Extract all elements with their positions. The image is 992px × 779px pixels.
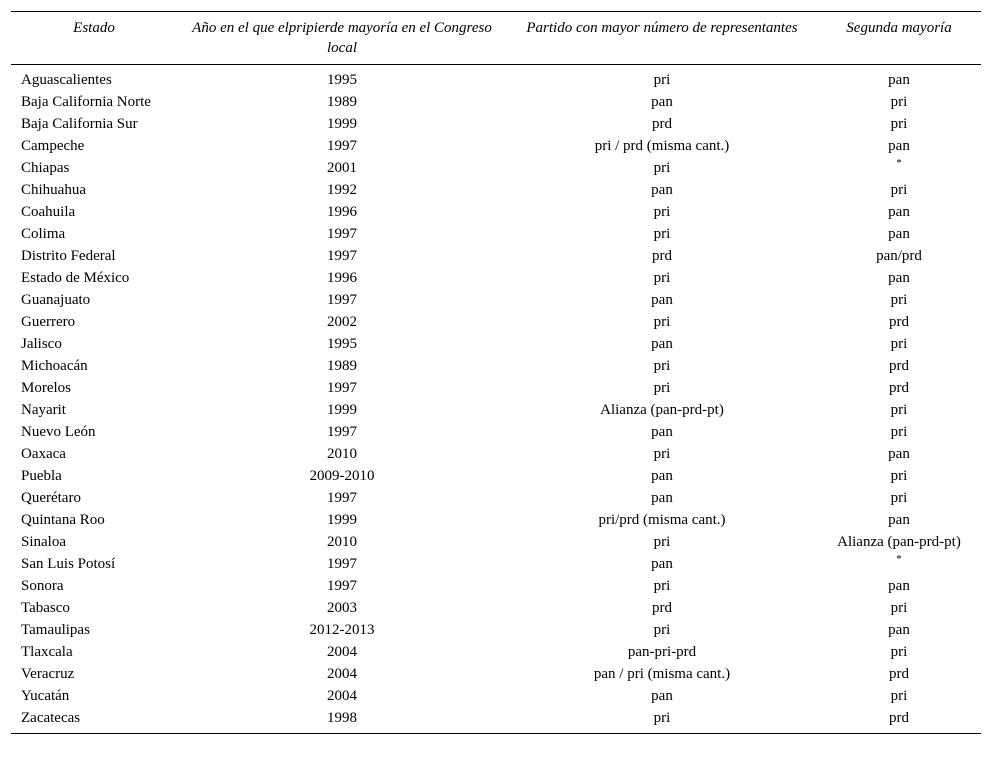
cell-anio-text: 1997: [327, 226, 357, 242]
cell-segunda: [817, 377, 981, 399]
cell-segunda-text: pri: [890, 688, 908, 704]
cell-partido-text: pan: [651, 490, 673, 506]
header-row: [11, 12, 981, 65]
cell-anio-text: 1992: [327, 182, 357, 198]
cell-partido-text: pri: [653, 710, 671, 726]
table-row: [11, 531, 981, 553]
cell-partido: [507, 553, 817, 575]
cell-segunda-text: pan: [888, 622, 910, 638]
cell-anio-text: 1998: [327, 710, 357, 726]
cell-estado: [11, 289, 177, 311]
cell-segunda: [817, 65, 981, 92]
cell-segunda-text: pri: [890, 402, 908, 418]
cell-segunda-text: prd: [889, 710, 909, 726]
cell-anio: [177, 223, 507, 245]
header-partido: Partido con mayor número de representantes: [507, 12, 817, 65]
cell-estado-text: Veracruz: [21, 666, 75, 682]
cell-partido: [507, 685, 817, 707]
cell-anio-text: 1999: [327, 402, 357, 418]
cell-estado: [11, 399, 177, 421]
cell-segunda: [817, 223, 981, 245]
cell-anio-text: 1995: [327, 72, 357, 88]
cell-partido-text: pri: [653, 160, 671, 176]
cell-segunda-text: pri: [890, 292, 908, 308]
cell-anio: [177, 597, 507, 619]
cell-anio: [177, 641, 507, 663]
cell-segunda-text: pan: [888, 446, 910, 462]
table-row: [11, 553, 981, 575]
cell-segunda-text: pri: [890, 644, 908, 660]
header-estado: Estado: [11, 12, 177, 65]
cell-estado: [11, 465, 177, 487]
table-row: [11, 113, 981, 135]
cell-segunda: [817, 399, 981, 421]
cell-segunda: [817, 641, 981, 663]
cell-segunda: [817, 619, 981, 641]
cell-partido: [507, 223, 817, 245]
cell-partido: [507, 443, 817, 465]
cell-anio: [177, 311, 507, 333]
cell-anio-text: 2002: [327, 314, 357, 330]
cell-anio: [177, 267, 507, 289]
table-row: [11, 421, 981, 443]
cell-partido-text: pan: [651, 182, 673, 198]
table-row: [11, 619, 981, 641]
header-anio: Año en el que elpripierde mayoría en el Congreso local: [177, 12, 507, 65]
cell-segunda: [817, 421, 981, 443]
cell-segunda-text: pri: [890, 182, 908, 198]
cell-anio-text: 1997: [327, 556, 357, 572]
cell-estado-text: Morelos: [21, 380, 71, 396]
cell-anio-text: 1996: [327, 270, 357, 286]
cell-estado-text: Chiapas: [21, 160, 70, 176]
cell-anio: [177, 421, 507, 443]
cell-anio-text: 2004: [327, 644, 357, 660]
cell-estado-text: Baja California Sur: [21, 116, 138, 132]
cell-segunda: [817, 663, 981, 685]
cell-partido: [507, 355, 817, 377]
cell-anio-text: 1997: [327, 138, 357, 154]
cell-segunda-text: Alianza (pan-prd-pt): [837, 534, 961, 550]
table-row: [11, 245, 981, 267]
table-row: [11, 267, 981, 289]
cell-partido-text: pri: [653, 358, 671, 374]
cell-anio-text: 1989: [327, 94, 357, 110]
cell-anio: [177, 355, 507, 377]
cell-anio-text: 1997: [327, 490, 357, 506]
cell-estado-text: Chihuahua: [21, 182, 86, 198]
cell-partido: [507, 179, 817, 201]
cell-estado-text: Aguascalientes: [21, 72, 112, 88]
cell-segunda: [817, 267, 981, 289]
table-row: [11, 289, 981, 311]
cell-estado-text: Estado de México: [21, 270, 130, 286]
cell-anio: [177, 333, 507, 355]
cell-segunda-text: pri: [890, 600, 908, 616]
header-segunda: Segunda mayoría: [817, 12, 981, 65]
cell-anio: [177, 91, 507, 113]
cell-estado: [11, 443, 177, 465]
cell-estado-text: Yucatán: [21, 688, 70, 704]
cell-anio: [177, 179, 507, 201]
cell-anio: [177, 157, 507, 179]
cell-estado-text: Michoacán: [21, 358, 88, 374]
cell-partido-text: pri: [653, 314, 671, 330]
cell-estado: [11, 663, 177, 685]
cell-estado-text: San Luis Potosí: [21, 556, 116, 572]
cell-estado-text: Nuevo León: [21, 424, 96, 440]
cell-estado-text: Tamaulipas: [21, 622, 90, 638]
cell-estado: [11, 179, 177, 201]
cell-anio: [177, 65, 507, 92]
cell-partido: [507, 245, 817, 267]
cell-segunda-text: prd: [889, 358, 909, 374]
cell-partido-text: prd: [652, 116, 672, 132]
cell-estado: [11, 509, 177, 531]
cell-segunda-text: pan/prd: [876, 248, 922, 264]
cell-segunda-text: pan: [888, 72, 910, 88]
table-row: [11, 465, 981, 487]
cell-anio: [177, 465, 507, 487]
cell-estado-text: Sonora: [21, 578, 64, 594]
table-row: [11, 685, 981, 707]
cell-anio: [177, 619, 507, 641]
cell-partido: [507, 157, 817, 179]
cell-segunda: [817, 245, 981, 267]
table-container: [11, 11, 981, 734]
table-row: [11, 707, 981, 734]
cell-segunda: [817, 597, 981, 619]
cell-partido: [507, 641, 817, 663]
cell-anio: [177, 707, 507, 734]
cell-partido-text: pri: [653, 578, 671, 594]
cell-segunda: [817, 443, 981, 465]
cell-segunda-text: prd: [889, 666, 909, 682]
cell-anio: [177, 377, 507, 399]
cell-anio: [177, 685, 507, 707]
cell-estado: [11, 685, 177, 707]
cell-anio: [177, 399, 507, 421]
table-row: [11, 399, 981, 421]
cell-partido: [507, 201, 817, 223]
cell-estado-text: Tabasco: [21, 600, 70, 616]
cell-segunda-text: pri: [890, 336, 908, 352]
cell-segunda-text: pri: [890, 94, 908, 110]
cell-partido-text: pan: [651, 424, 673, 440]
cell-estado-text: Baja California Norte: [21, 94, 151, 110]
cell-partido-text: pri: [653, 72, 671, 88]
cell-estado: [11, 355, 177, 377]
cell-estado-text: Campeche: [21, 138, 85, 154]
cell-estado-text: Jalisco: [21, 336, 62, 352]
cell-estado-text: Guerrero: [21, 314, 76, 330]
cell-estado: [11, 113, 177, 135]
cell-segunda: [817, 531, 981, 553]
table-row: [11, 443, 981, 465]
cell-partido: [507, 487, 817, 509]
cell-estado: [11, 201, 177, 223]
cell-partido-text: pri: [653, 622, 671, 638]
cell-anio: [177, 531, 507, 553]
cell-estado-text: Tlaxcala: [21, 644, 73, 660]
cell-partido: [507, 113, 817, 135]
cell-segunda: [817, 575, 981, 597]
cell-estado: [11, 377, 177, 399]
cell-partido-text: pri: [653, 270, 671, 286]
cell-estado-text: Nayarit: [21, 402, 66, 418]
cell-partido-text: pan: [651, 556, 673, 572]
cell-segunda-text: pri: [890, 424, 908, 440]
cell-anio-text: 1996: [327, 204, 357, 220]
table-header: [11, 12, 981, 65]
table-row: [11, 355, 981, 377]
cell-anio-text: 2010: [327, 534, 357, 550]
cell-estado: [11, 487, 177, 509]
cell-segunda: *: [896, 553, 902, 565]
cell-anio-text: 2010: [327, 446, 357, 462]
cell-estado-text: Sinaloa: [21, 534, 66, 550]
cell-segunda: [817, 487, 981, 509]
cell-anio-text: 1999: [327, 116, 357, 132]
cell-anio: [177, 289, 507, 311]
cell-estado: [11, 575, 177, 597]
cell-estado: [11, 135, 177, 157]
table-row: [11, 663, 981, 685]
cell-estado: [11, 597, 177, 619]
cell-anio: [177, 663, 507, 685]
cell-segunda: [817, 707, 981, 734]
cell-segunda-text: pan: [888, 204, 910, 220]
cell-partido: [507, 421, 817, 443]
cell-anio-text: 1989: [327, 358, 357, 374]
cell-anio: [177, 135, 507, 157]
table-row: [11, 333, 981, 355]
cell-partido: [507, 465, 817, 487]
cell-estado: [11, 553, 177, 575]
cell-partido-text: pri: [653, 204, 671, 220]
cell-anio-text: 2009-2010: [309, 468, 375, 484]
cell-segunda-text: pan: [888, 270, 910, 286]
cell-estado-text: Oaxaca: [21, 446, 66, 462]
cell-partido-text: pri: [653, 446, 671, 462]
cell-partido-text: pan-pri-prd: [627, 644, 697, 660]
cell-segunda-text: prd: [889, 314, 909, 330]
table-row: [11, 91, 981, 113]
table-row: [11, 157, 981, 179]
cell-anio-text: 1997: [327, 424, 357, 440]
table-body: [11, 65, 981, 734]
cell-segunda-text: pri: [890, 490, 908, 506]
cell-segunda: [817, 509, 981, 531]
cell-segunda: [817, 91, 981, 113]
cell-estado-text: Guanajuato: [21, 292, 91, 308]
cell-segunda-text: prd: [889, 380, 909, 396]
cell-segunda: [817, 311, 981, 333]
cell-estado-text: Puebla: [21, 468, 62, 484]
table-row: [11, 487, 981, 509]
cell-estado: [11, 223, 177, 245]
cell-anio-text: 1997: [327, 292, 357, 308]
cell-segunda: [817, 179, 981, 201]
cell-partido: [507, 333, 817, 355]
cell-partido-text: pri: [653, 534, 671, 550]
cell-segunda: [817, 201, 981, 223]
cell-partido: [507, 65, 817, 92]
cell-partido-text: prd: [652, 248, 672, 264]
congress-majority-table: [11, 11, 981, 734]
cell-anio-text: 2004: [327, 666, 357, 682]
cell-estado: [11, 311, 177, 333]
cell-estado-text: Querétaro: [21, 490, 81, 506]
cell-partido: [507, 509, 817, 531]
cell-estado: [11, 619, 177, 641]
cell-anio-text: 2003: [327, 600, 357, 616]
cell-estado: [11, 421, 177, 443]
cell-estado: [11, 65, 177, 92]
cell-segunda: [817, 465, 981, 487]
cell-estado-text: Coahuila: [21, 204, 76, 220]
table-row: [11, 65, 981, 92]
table-row: [11, 201, 981, 223]
cell-partido-text: pan: [651, 688, 673, 704]
cell-partido: [507, 377, 817, 399]
cell-estado-text: Zacatecas: [21, 710, 81, 726]
cell-partido-text: pan: [651, 94, 673, 110]
cell-partido: [507, 597, 817, 619]
cell-partido: [507, 575, 817, 597]
cell-estado: [11, 267, 177, 289]
cell-anio-text: 1999: [327, 512, 357, 528]
cell-estado-text: Quintana Roo: [21, 512, 105, 528]
cell-anio: [177, 509, 507, 531]
cell-segunda: [817, 289, 981, 311]
table-row: [11, 311, 981, 333]
cell-segunda-text: pri: [890, 116, 908, 132]
cell-partido-text: pan: [651, 336, 673, 352]
cell-anio: [177, 553, 507, 575]
cell-estado: [11, 245, 177, 267]
cell-partido-text: pan: [651, 292, 673, 308]
cell-partido: [507, 91, 817, 113]
cell-partido-text: pri / prd (misma cant.): [594, 138, 730, 154]
cell-segunda: [817, 113, 981, 135]
cell-estado-text: Colima: [21, 226, 66, 242]
cell-partido-text: pan: [651, 468, 673, 484]
cell-anio-text: 2001: [327, 160, 357, 176]
cell-anio: [177, 443, 507, 465]
cell-anio-text: 2004: [327, 688, 357, 704]
cell-segunda: [817, 685, 981, 707]
cell-partido: [507, 663, 817, 685]
cell-anio: [177, 201, 507, 223]
cell-partido-text: pri: [653, 226, 671, 242]
cell-partido: [507, 707, 817, 734]
cell-segunda-text: pan: [888, 578, 910, 594]
cell-partido: [507, 267, 817, 289]
table-row: [11, 377, 981, 399]
cell-anio-text: 1995: [327, 336, 357, 352]
cell-anio-text: 1997: [327, 578, 357, 594]
cell-anio: [177, 575, 507, 597]
cell-segunda-text: pan: [888, 138, 910, 154]
cell-partido: [507, 289, 817, 311]
table-row: [11, 597, 981, 619]
cell-anio: [177, 245, 507, 267]
cell-anio-text: 1997: [327, 248, 357, 264]
cell-segunda: *: [896, 157, 902, 169]
cell-estado: [11, 641, 177, 663]
cell-estado: [11, 531, 177, 553]
cell-partido-text: pri/prd (misma cant.): [598, 512, 726, 528]
cell-segunda-text: pan: [888, 512, 910, 528]
cell-partido: [507, 531, 817, 553]
table-row: [11, 223, 981, 245]
cell-estado: [11, 157, 177, 179]
cell-partido: [507, 619, 817, 641]
cell-segunda: [817, 135, 981, 157]
cell-anio: [177, 487, 507, 509]
cell-segunda-text: pri: [890, 468, 908, 484]
table-row: [11, 509, 981, 531]
table-row: [11, 135, 981, 157]
cell-partido-text: pan / pri (misma cant.): [593, 666, 731, 682]
cell-estado: [11, 707, 177, 734]
cell-anio: [177, 113, 507, 135]
cell-partido: [507, 399, 817, 421]
cell-segunda-text: pan: [888, 226, 910, 242]
cell-estado: [11, 91, 177, 113]
cell-partido: [507, 311, 817, 333]
cell-partido-text: Alianza (pan-prd-pt): [600, 402, 724, 418]
cell-segunda: [817, 355, 981, 377]
cell-anio-text: 2012-2013: [309, 622, 375, 638]
cell-partido-text: pri: [653, 380, 671, 396]
cell-partido: [507, 135, 817, 157]
table-row: [11, 575, 981, 597]
table-row: [11, 179, 981, 201]
table-row: [11, 641, 981, 663]
cell-anio-text: 1997: [327, 380, 357, 396]
cell-segunda: [817, 333, 981, 355]
cell-estado-text: Distrito Federal: [21, 248, 116, 264]
cell-partido-text: prd: [652, 600, 672, 616]
cell-estado: [11, 333, 177, 355]
